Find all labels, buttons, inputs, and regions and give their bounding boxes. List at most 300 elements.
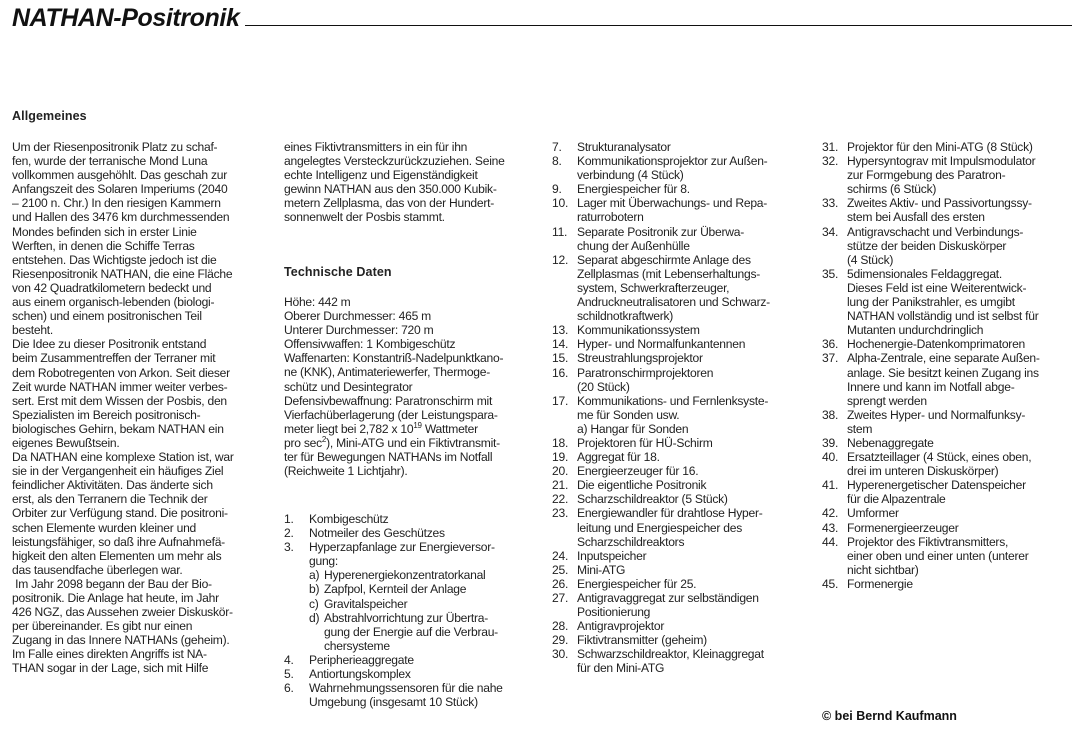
- legend-item: [552, 436, 810, 450]
- legend-text: [847, 577, 1074, 591]
- legend-item: [552, 253, 810, 323]
- legend-number: 4.: [284, 652, 294, 667]
- legend-item: [552, 647, 810, 675]
- legend-number: 2.: [284, 526, 294, 541]
- legend-text-line: Projektor für den Mini-ATG (8 Stück): [847, 140, 1033, 154]
- legend-text: [309, 681, 542, 709]
- legend-number: 44.: [822, 534, 839, 549]
- legend-text: [577, 549, 810, 563]
- legend-text-line: Formenergie: [847, 576, 913, 591]
- legend-item: [552, 563, 810, 577]
- legend-text-line: Strukturanalysator: [577, 140, 671, 154]
- legend-item: [822, 436, 1074, 450]
- legend-text: [577, 366, 810, 394]
- legend-text-line: Alpha-Zentrale, eine separate Außen-: [847, 351, 1040, 366]
- legend-text-line: Lager mit Überwachungs- und Repa-: [577, 196, 768, 211]
- section-heading-technical: Technische Daten: [284, 265, 392, 279]
- legend-text: [847, 436, 1074, 450]
- legend-text: [309, 667, 542, 681]
- text-line: sie in der Vergangenheit ein häufiges Ziel: [12, 464, 224, 479]
- legend-number: 26.: [552, 576, 569, 591]
- legend-item: [822, 154, 1074, 196]
- spec-line: schütz und Desintegrator: [284, 379, 413, 394]
- legend-text-line: Mini-ATG: [577, 562, 626, 577]
- legend-number: 24.: [552, 548, 569, 563]
- general-text-column-2: [284, 140, 544, 225]
- legend-text-line: Antigravschacht und Verbindungs-: [847, 224, 1024, 239]
- legend-item: [552, 366, 810, 394]
- legend-text: [577, 450, 810, 464]
- text-line: echte Intelligenz und Eigenständigkeit: [284, 168, 478, 183]
- spec-line: Vierfachüberlagerung (der Leistungspara-: [284, 407, 498, 422]
- legend-number: 41.: [822, 478, 839, 493]
- legend-text: [847, 196, 1074, 224]
- legend-text-line: Separate Positronik zur Überwa-: [577, 224, 745, 239]
- legend-number: 14.: [552, 337, 569, 352]
- legend-number: 35.: [822, 266, 839, 281]
- legend-item: [822, 521, 1074, 535]
- legend-text-line: Umgebung (insgesamt 10 Stück): [309, 695, 478, 710]
- legend-item: [284, 526, 542, 540]
- legend-text-line: Projektoren für HÜ-Schirm: [577, 435, 713, 450]
- legend-item: [822, 408, 1074, 436]
- legend-text: [847, 225, 1074, 267]
- text-line: positronik. Die Anlage hat heute, im Jahr: [12, 591, 219, 605]
- text-line: entstehen. Das Wichtigste jedoch ist die: [12, 252, 217, 267]
- legend-text-line: Formenergieerzeuger: [847, 520, 959, 535]
- legend-sub-line: gung der Energie auf die Verbrau-: [324, 624, 498, 639]
- legend-number: 16.: [552, 365, 569, 380]
- legend-text-line: Energiewandler für drahtlose Hyper-: [577, 506, 763, 521]
- legend-text: [577, 633, 810, 647]
- legend-text-line: Die eigentliche Positronik: [577, 478, 707, 493]
- legend-sub-label: b): [309, 582, 320, 597]
- text-line: fen, wurde der terranische Mond Luna: [12, 154, 208, 169]
- legend-sub-text: [324, 568, 542, 582]
- spec-line: ne (KNK), Antimateriewerfer, Thermoge-: [284, 365, 491, 380]
- legend-text-line: Antigravprojektor: [577, 619, 665, 634]
- legend-text: [847, 154, 1074, 196]
- legend-item: [284, 512, 542, 526]
- legend-sub-label: d): [309, 610, 320, 625]
- legend-item: [552, 337, 810, 351]
- legend-text-line: Kommunikationsprojektor zur Außen-: [577, 154, 768, 169]
- legend-text-line: Aggregat für 18.: [577, 450, 660, 465]
- legend-text-line: Fiktivtransmitter (geheim): [577, 633, 707, 648]
- text-line: Die Idee zu dieser Positronik entstand: [12, 337, 207, 352]
- legend-text-line: Nebenaggregate: [847, 435, 934, 450]
- copyright-notice: © bei Bernd Kaufmann: [822, 709, 957, 723]
- spec-line: Unterer Durchmesser: 720 m: [284, 323, 434, 338]
- legend-text-line: Peripherieaggregate: [309, 652, 414, 667]
- legend-text-line: Notmeiler des Geschützes: [309, 526, 445, 541]
- legend-text: [577, 253, 810, 323]
- legend-text-line: schirms (6 Stück): [847, 182, 937, 197]
- text-line: schen Elemente wurden kleiner und: [12, 520, 197, 535]
- legend-item: [552, 492, 810, 506]
- legend-text-line: Energiespeicher für 8.: [577, 182, 690, 197]
- text-line: sonnenwelt der Posbis stammt.: [284, 210, 445, 225]
- text-line: erst, als den Terranern die Technik der: [12, 492, 208, 507]
- legend-number: 12.: [552, 252, 569, 267]
- spec-line: Defensivbewaffnung: Paratronschirm mit: [284, 393, 493, 408]
- legend-item: [284, 667, 542, 681]
- legend-item: [552, 506, 810, 548]
- legend-number: 18.: [552, 435, 569, 450]
- legend-text-line: Zweites Hyper- und Normalfunksy-: [847, 407, 1026, 422]
- legend-text-line: Ersatzteillager (4 Stück, eines oben,: [847, 450, 1032, 465]
- legend-sub-line: Abstrahlvorrichtung zur Übertra-: [324, 610, 489, 625]
- legend-text-line: Projektor des Fiktivtransmitters,: [847, 534, 1009, 549]
- legend-text: [847, 337, 1074, 351]
- legend-text-line: Kommunikations- und Fernlenksyste-: [577, 393, 769, 408]
- legend-item: [822, 577, 1074, 591]
- legend-text: [577, 182, 810, 196]
- legend-item: [552, 478, 810, 492]
- legend-text: [577, 478, 810, 492]
- legend-text: [577, 506, 810, 548]
- legend-text: [847, 408, 1074, 436]
- legend-item: [552, 633, 810, 647]
- legend-text-line: Inputspeicher: [577, 548, 647, 563]
- legend-number: 40.: [822, 450, 839, 465]
- legend-text-line: Innere und kann im Notfall abge-: [847, 379, 1015, 394]
- legend-number: 31.: [822, 140, 839, 154]
- spec-line: (Reichweite 1 Lichtjahr).: [284, 464, 408, 479]
- legend-text: [577, 394, 810, 436]
- legend-text-line: 5dimensionales Feldaggregat.: [847, 266, 1003, 281]
- legend-text-line: Hyperenergetischer Datenspeicher: [847, 478, 1026, 493]
- legend-text-line: Hypersyntograv mit Impulsmodulator: [847, 154, 1036, 169]
- text-line: und Hallen des 3476 km durchmessenden: [12, 210, 230, 225]
- legend-text-line: Andruckneutralisatoren und Schwarz-: [577, 295, 770, 310]
- text-line: Da NATHAN eine komplexe Station ist, war: [12, 450, 234, 465]
- legend-text: [577, 154, 810, 182]
- legend-text-line: sprengt werden: [847, 393, 927, 408]
- power-exponent: 19: [413, 420, 422, 430]
- legend-number: 34.: [822, 224, 839, 239]
- legend-list-part-2: [552, 140, 810, 676]
- legend-item: [552, 577, 810, 591]
- legend-text: [577, 619, 810, 633]
- legend-sub-line: Hyperenergiekonzentratorkanal: [324, 568, 486, 583]
- legend-text-line: zur Formgebung des Paratron-: [847, 168, 1006, 183]
- legend-text: [577, 140, 810, 154]
- legend-text-line: drei im unteren Diskuskörper): [847, 464, 999, 479]
- spec-line-power: [284, 422, 544, 436]
- sec-prefix: pro sec: [284, 435, 322, 450]
- legend-text-line: Separat abgeschirmte Anlage des: [577, 252, 751, 267]
- legend-text: [847, 140, 1074, 154]
- legend-text-line: Hochenergie-Datenkomprimatoren: [847, 337, 1026, 352]
- legend-list-part-3: [822, 140, 1074, 591]
- legend-sub-line: chersysteme: [324, 638, 390, 653]
- legend-number: 33.: [822, 196, 839, 211]
- legend-text-line: me für Sonden usw.: [577, 407, 680, 422]
- legend-number: 21.: [552, 478, 569, 493]
- legend-text-line: stütze der beiden Diskuskörper: [847, 238, 1007, 253]
- legend-item: [284, 681, 542, 709]
- legend-text-line: Antigravaggregat zur selbständigen: [577, 591, 759, 605]
- legend-text-line: stem: [847, 421, 873, 436]
- legend-number: 45.: [822, 576, 839, 591]
- legend-number: 7.: [552, 140, 562, 154]
- legend-text-line: chung der Außenhülle: [577, 238, 690, 253]
- spec-line: Offensivwaffen: 1 Kombigeschütz: [284, 337, 456, 352]
- legend-text-line: Streustrahlungsprojektor: [577, 351, 703, 366]
- legend-text-line: Antiortungskomplex: [309, 667, 411, 682]
- legend-text: [847, 267, 1074, 337]
- text-line: aus einem organisch-lebenden (biologi-: [12, 295, 215, 310]
- legend-sub-label: c): [309, 596, 319, 611]
- legend-number: 20.: [552, 464, 569, 479]
- section-heading-general: Allgemeines: [12, 109, 87, 123]
- legend-text-line: einer oben und einer unten (unterer: [847, 548, 1029, 563]
- text-line: vollkommen ausgehöhlt. Das geschah zur: [12, 168, 228, 183]
- legend-text: [577, 563, 810, 577]
- legend-text: [309, 526, 542, 540]
- legend-item: [552, 351, 810, 365]
- text-line: Zugang in das Innere NATHANs (geheim).: [12, 633, 230, 648]
- legend-number: 5.: [284, 667, 294, 682]
- legend-number: 37.: [822, 351, 839, 366]
- legend-text-line: Energiespeicher für 25.: [577, 576, 697, 591]
- legend-item: [822, 140, 1074, 154]
- legend-text-line: Mutanten undurchdringlich: [847, 323, 984, 338]
- legend-text: [847, 535, 1074, 577]
- legend-number: 10.: [552, 196, 569, 211]
- text-line: Riesenpositronik NATHAN, die eine Fläche: [12, 266, 233, 281]
- legend-item: [552, 225, 810, 253]
- legend-text-line: für den Mini-ATG: [577, 661, 665, 676]
- legend-subitem: [309, 582, 542, 596]
- legend-item: [822, 351, 1074, 407]
- text-line: gewinn NATHAN aus den 350.000 Kubik-: [284, 182, 497, 197]
- spec-line-sec: [284, 436, 544, 450]
- legend-item: [552, 182, 810, 196]
- legend-text-line: raturrobotern: [577, 210, 644, 225]
- legend-text: [309, 653, 542, 667]
- legend-item: [822, 535, 1074, 577]
- legend-text-line: system, Schwerkrafterzeuger,: [577, 280, 730, 295]
- legend-text: [577, 492, 810, 506]
- legend-text-line: Scharzschildreaktors: [577, 534, 685, 549]
- legend-text: [309, 540, 542, 653]
- text-line: Spezialisten im Bereich positronisch-: [12, 407, 201, 422]
- legend-item: [284, 653, 542, 667]
- legend-text: [847, 478, 1074, 506]
- legend-item: [552, 464, 810, 478]
- legend-number: 27.: [552, 591, 569, 605]
- legend-text: [577, 196, 810, 224]
- legend-sub-text: [324, 611, 542, 653]
- legend-item: [284, 540, 542, 653]
- legend-text-line: NATHAN vollständig und ist selbst für: [847, 309, 1039, 324]
- legend-number: 3.: [284, 540, 294, 555]
- legend-number: 38.: [822, 407, 839, 422]
- legend-item: [822, 478, 1074, 506]
- legend-number: 22.: [552, 492, 569, 507]
- text-line: Orbiter zur Verfügung stand. Die positroni-: [12, 506, 228, 521]
- legend-text-line: Energieerzeuger für 16.: [577, 464, 699, 479]
- legend-subitem: [309, 611, 542, 653]
- legend-text: [309, 512, 542, 526]
- legend-text-line: nicht sichtbar): [847, 562, 919, 577]
- legend-list-part-1: [284, 512, 542, 709]
- legend-item: [822, 267, 1074, 337]
- legend-text: [577, 464, 810, 478]
- text-line: leistungsfähiger, so daß ihre Aufnahmefä-: [12, 534, 225, 549]
- spec-line: Höhe: 442 m: [284, 295, 351, 309]
- legend-item: [552, 450, 810, 464]
- text-line: THAN sogar in der Lage, sich mit Hilfe: [12, 661, 209, 676]
- legend-number: 6.: [284, 681, 294, 696]
- legend-sub-line: Gravitalspeicher: [324, 596, 408, 611]
- text-line: beim Zusammentreffen der Terraner mit: [12, 351, 216, 366]
- spec-line: ter für Bewegungen NATHANs im Notfall: [284, 450, 493, 465]
- legend-text-line: lung der Panikstrahler, es umgibt: [847, 295, 1015, 310]
- text-line: Um der Riesenpositronik Platz zu schaf-: [12, 140, 218, 154]
- text-line: besteht.: [12, 323, 54, 338]
- text-line: Im Falle eines direkten Angriffs ist NA-: [12, 647, 207, 662]
- legend-text-line: a) Hangar für Sonden: [577, 421, 689, 436]
- sec-suffix: ), Mini-ATG und ein Fiktivtransmit-: [326, 435, 500, 450]
- text-line: Werften, in denen die Schiffe Terras: [12, 238, 195, 253]
- legend-text-line: für die Alpazentrale: [847, 492, 946, 507]
- legend-text-line: schildnotkraftwerk): [577, 309, 674, 324]
- legend-number: 17.: [552, 393, 569, 408]
- text-line: Anfangszeit des Solaren Imperiums (2040: [12, 182, 228, 197]
- title-row: [12, 2, 1072, 32]
- legend-text: [847, 506, 1074, 520]
- sec-exponent: 2: [321, 434, 327, 444]
- legend-sub-label: a): [309, 568, 320, 583]
- legend-sub-line: Zapfpol, Kernteil der Anlage: [324, 582, 467, 597]
- legend-number: 42.: [822, 506, 839, 521]
- text-line: metern Zellplasma, das von der Hundert-: [284, 196, 495, 211]
- spec-line: Waffenarten: Konstantriß-Nadelpunktkano-: [284, 351, 504, 366]
- text-line: Zeit wurde NATHAN immer weiter verbes-: [12, 379, 228, 394]
- legend-text: [577, 337, 810, 351]
- legend-text: [577, 323, 810, 337]
- text-line: eines Fiktivtransmitters in ein für ihn: [284, 140, 468, 154]
- legend-text-line: gung:: [309, 554, 339, 569]
- legend-text-line: Paratronschirmprojektoren: [577, 365, 714, 380]
- legend-text-line: Schwarzschildreaktor, Kleinaggregat: [577, 647, 764, 662]
- legend-text-line: (20 Stück): [577, 379, 630, 394]
- legend-text-line: verbindung (4 Stück): [577, 168, 684, 183]
- legend-sub-text: [324, 582, 542, 596]
- text-line: von 42 Quadratkilometern bedeckt und: [12, 280, 212, 295]
- title-rule: [245, 25, 1072, 26]
- legend-text: [847, 351, 1074, 407]
- legend-item: [552, 140, 810, 154]
- legend-text-line: Wahrnehmungssensoren für die nahe: [309, 681, 503, 696]
- legend-number: 9.: [552, 182, 562, 197]
- power-prefix: meter liegt bei 2,782 x 10: [284, 421, 414, 436]
- legend-text-line: Kommunikationssystem: [577, 323, 700, 338]
- legend-item: [822, 225, 1074, 267]
- legend-text-line: (4 Stück): [847, 252, 894, 267]
- text-line: das tausendfache überlegen war.: [12, 562, 183, 577]
- legend-text: [577, 351, 810, 365]
- text-line: – 2100 n. Chr.) In den riesigen Kammern: [12, 196, 221, 211]
- text-line: 426 NGZ, das Aussehen zweier Diskuskör-: [12, 605, 233, 620]
- legend-text-line: Kombigeschütz: [309, 512, 389, 526]
- legend-number: 30.: [552, 647, 569, 662]
- legend-item: [822, 506, 1074, 520]
- page-title: NATHAN-Positronik: [12, 4, 240, 32]
- text-line: biologisches Gehirn, bekam NATHAN ein: [12, 421, 224, 436]
- legend-text: [847, 521, 1074, 535]
- legend-text: [577, 647, 810, 675]
- legend-text-line: leitung und Energiespeicher des: [577, 520, 743, 535]
- legend-text-line: anlage. Sie besitzt keinen Zugang ins: [847, 365, 1039, 380]
- legend-number: 39.: [822, 435, 839, 450]
- text-line: Mondes befinden sich in erster Linie: [12, 224, 197, 239]
- legend-item: [822, 337, 1074, 351]
- legend-text-line: Hyper- und Normalfunkantennen: [577, 337, 746, 352]
- text-line: sert. Erst mit dem Wissen der Posbis, den: [12, 393, 227, 408]
- legend-text-line: Hyperzapfanlage zur Energieversor-: [309, 540, 495, 555]
- legend-text-line: Zweites Aktiv- und Passivortungssy-: [847, 196, 1032, 211]
- legend-item: [552, 591, 810, 619]
- legend-number: 43.: [822, 520, 839, 535]
- legend-subitem: [309, 568, 542, 582]
- legend-number: 8.: [552, 154, 562, 169]
- technical-data-block: [284, 295, 544, 478]
- legend-item: [822, 196, 1074, 224]
- text-line: Im Jahr 2098 begann der Bau der Bio-: [12, 576, 212, 591]
- legend-number: 19.: [552, 450, 569, 465]
- legend-number: 15.: [552, 351, 569, 366]
- legend-number: 32.: [822, 154, 839, 169]
- legend-text-line: Scharzschildreaktor (5 Stück): [577, 492, 728, 507]
- general-text-column-1: [12, 140, 274, 676]
- legend-text: [847, 450, 1074, 478]
- legend-item: [552, 549, 810, 563]
- legend-text: [577, 436, 810, 450]
- legend-text-line: Zellplasmas (mit Lebenserhaltungs-: [577, 266, 761, 281]
- legend-text-line: Positionierung: [577, 605, 651, 620]
- legend-item: [552, 394, 810, 436]
- legend-number: 13.: [552, 323, 569, 338]
- legend-text-line: Umformer: [847, 506, 899, 521]
- legend-text: [577, 577, 810, 591]
- legend-number: 25.: [552, 562, 569, 577]
- text-line: angelegtes Versteckzurückzuziehen. Seine: [284, 154, 505, 169]
- text-line: per übereinander. Es gibt nur einen: [12, 619, 193, 634]
- legend-sub-text: [324, 597, 542, 611]
- legend-text-line: stem bei Ausfall des ersten: [847, 210, 985, 225]
- legend-text-line: Dieses Feld ist eine Weiterentwick-: [847, 280, 1027, 295]
- legend-item: [552, 323, 810, 337]
- legend-number: 23.: [552, 506, 569, 521]
- legend-item: [552, 196, 810, 224]
- legend-item: [822, 450, 1074, 478]
- legend-number: 28.: [552, 619, 569, 634]
- spec-line: Oberer Durchmesser: 465 m: [284, 309, 431, 324]
- text-line: dem Robotregenten von Arkon. Seit dieser: [12, 365, 230, 380]
- legend-item: [552, 154, 810, 182]
- text-line: schen) und einem positronischen Teil: [12, 309, 202, 324]
- legend-number: 11.: [552, 224, 568, 239]
- legend-item: [552, 619, 810, 633]
- legend-text: [577, 225, 810, 253]
- text-line: eigenes Bewußtsein.: [12, 435, 120, 450]
- legend-text: [577, 591, 810, 619]
- text-line: feindlicher Aktivitäten. Das änderte sich: [12, 478, 213, 493]
